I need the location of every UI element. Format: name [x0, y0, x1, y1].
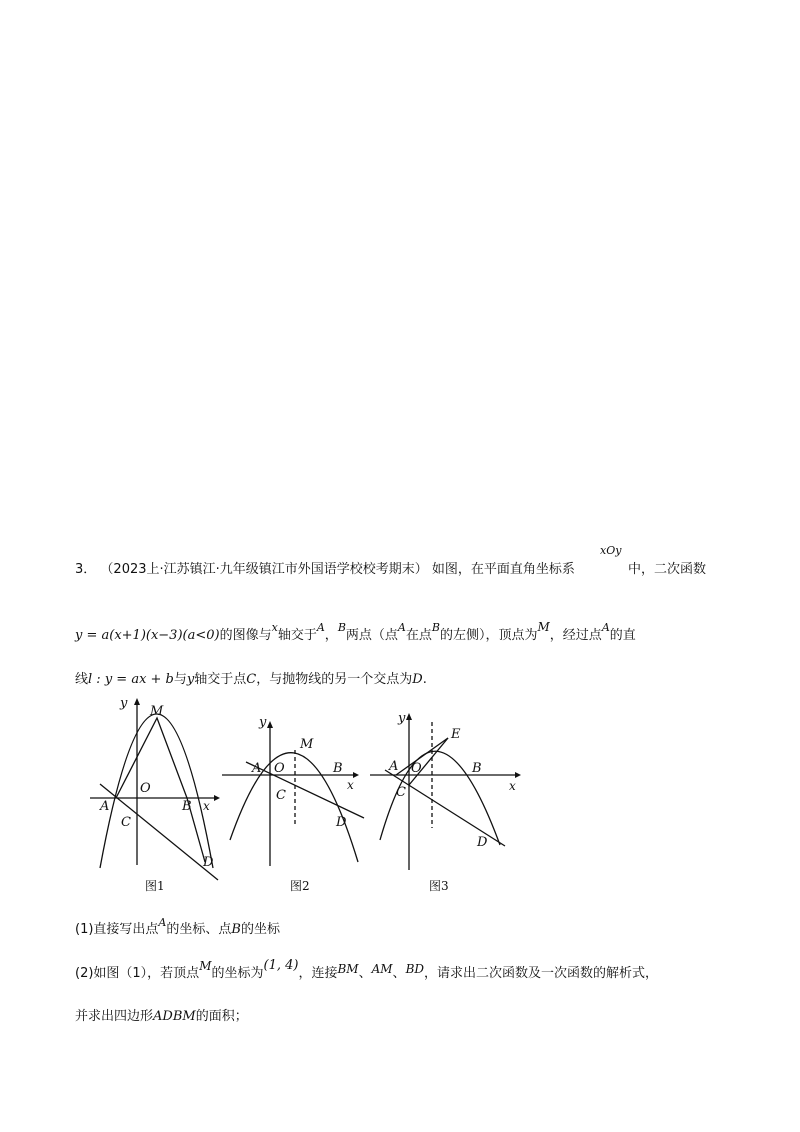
fig3-label-c: C: [396, 785, 406, 800]
fig2-label-x: x: [347, 778, 354, 792]
fig3-label-b: B: [472, 761, 482, 776]
fig1-x-arrow-icon: [214, 795, 220, 801]
text-segment: ，连接: [298, 966, 338, 981]
fig3-x-arrow-icon: [515, 772, 521, 778]
text-segment: 与: [173, 672, 187, 687]
text-segment: 的面积；: [195, 1009, 248, 1024]
fig2-x-arrow-icon: [353, 772, 359, 778]
fig3-label-d: D: [477, 835, 488, 850]
point-a-label: A: [397, 621, 406, 634]
text-segment: (2)如图（1），若顶点: [75, 966, 200, 981]
text-segment: 、: [358, 966, 372, 981]
point-a-label: A: [158, 916, 167, 929]
fig2-label-b: B: [333, 761, 343, 776]
text-segment: 、: [392, 966, 406, 981]
fig1-label-b: B: [182, 799, 192, 814]
text-segment: ，: [324, 628, 338, 643]
text-segment: ，与抛物线的另一个交点为: [256, 672, 413, 687]
text-segment: 的图像与: [219, 628, 272, 643]
segment-bm: BM: [337, 962, 359, 976]
fig2-label-y: y: [259, 715, 267, 730]
fig3-label-y: y: [398, 711, 406, 726]
fig1-label-x: x: [203, 799, 210, 813]
fig2-y-arrow-icon: [267, 721, 273, 728]
text-segment: 轴交于: [277, 628, 317, 643]
problem-source: （2023上·江苏镇江·九年级镇江市外国语学校校考期末）: [100, 562, 428, 577]
problem-line-1: [75, 558, 575, 577]
text-segment: 的坐标: [240, 922, 280, 937]
figures: [0, 685, 800, 900]
fig2-label-d: D: [336, 815, 347, 830]
figure-2: [222, 715, 364, 893]
fig1-label-d: D: [203, 855, 214, 870]
fig2-label-o: O: [274, 761, 285, 776]
fig3-label-e: E: [451, 727, 461, 742]
fig3-label-a: A: [389, 759, 399, 774]
x-var: x: [271, 621, 278, 634]
text-segment: ，请求出二次函数及一次函数的解析式，: [424, 966, 659, 981]
point-a-label: A: [601, 621, 610, 634]
fig2-label-a: A: [252, 761, 262, 776]
figure-1: [90, 696, 220, 893]
point-b-label: B: [337, 621, 346, 634]
figure-3: [370, 711, 521, 893]
fig1-caption: 图1: [145, 879, 165, 893]
text-segment: 轴交于点: [194, 672, 247, 687]
text-segment: 并求出四边形: [75, 1009, 154, 1024]
fig2-caption: 图2: [290, 879, 310, 893]
point-c-label: C: [246, 672, 257, 687]
fig1-label-m: M: [150, 704, 164, 719]
quadrilateral-adbm: ADBM: [153, 1009, 196, 1024]
fig1-label-a: A: [100, 799, 110, 814]
text-segment: 线: [75, 672, 89, 687]
text-segment: 两点（点: [345, 628, 398, 643]
text-segment: 的坐标为: [211, 966, 264, 981]
fig3-caption: 图3: [429, 879, 449, 893]
coordinate-system-label: xOy: [600, 544, 622, 557]
fig2-label-m: M: [300, 737, 314, 752]
question-2-line-1: [75, 958, 659, 981]
question-2-line-2: [75, 1005, 248, 1024]
text-segment: (1)直接写出点: [75, 922, 159, 937]
fig1-y-arrow-icon: [134, 698, 140, 705]
problem-line-1-end: 中，二次函数: [628, 562, 707, 577]
fig1-label-o: O: [140, 781, 151, 796]
problem-line-2: [75, 620, 636, 643]
text-segment: 在点: [405, 628, 432, 643]
text-segment: 如图，在平面直角坐标系: [431, 562, 575, 577]
fig3-label-x: x: [509, 779, 516, 793]
text-segment: ，经过点: [549, 628, 602, 643]
line-equation: l : y = ax + b: [88, 672, 174, 687]
point-a-label: A: [316, 621, 325, 634]
text-segment: 的左侧），顶点为: [439, 628, 538, 643]
point-b-label: B: [231, 922, 241, 937]
point-m-label: M: [537, 620, 550, 634]
point-b-label: B: [431, 621, 440, 634]
text-segment: 的直: [609, 628, 636, 643]
y-var: y: [186, 672, 195, 687]
quadratic-function: y = a(x+1)(x−3)(a<0): [75, 628, 220, 643]
fig1-label-c: C: [121, 815, 131, 830]
fig1-parabola: [100, 714, 213, 868]
fig3-label-o: O: [411, 761, 422, 776]
fig3-y-arrow-icon: [406, 713, 412, 720]
fig2-label-c: C: [276, 788, 286, 803]
point-m-label: M: [199, 959, 212, 973]
question-1: [75, 918, 280, 937]
text-segment: 的坐标、点: [166, 922, 232, 937]
problem-number: 3．: [75, 562, 97, 577]
text-segment: .: [422, 672, 427, 687]
segment-bd: BD: [405, 962, 425, 976]
segment-am: AM: [371, 962, 393, 976]
vertex-coordinate: (1, 4): [263, 958, 299, 973]
fig1-label-y: y: [120, 696, 128, 711]
point-d-label: D: [412, 672, 423, 687]
